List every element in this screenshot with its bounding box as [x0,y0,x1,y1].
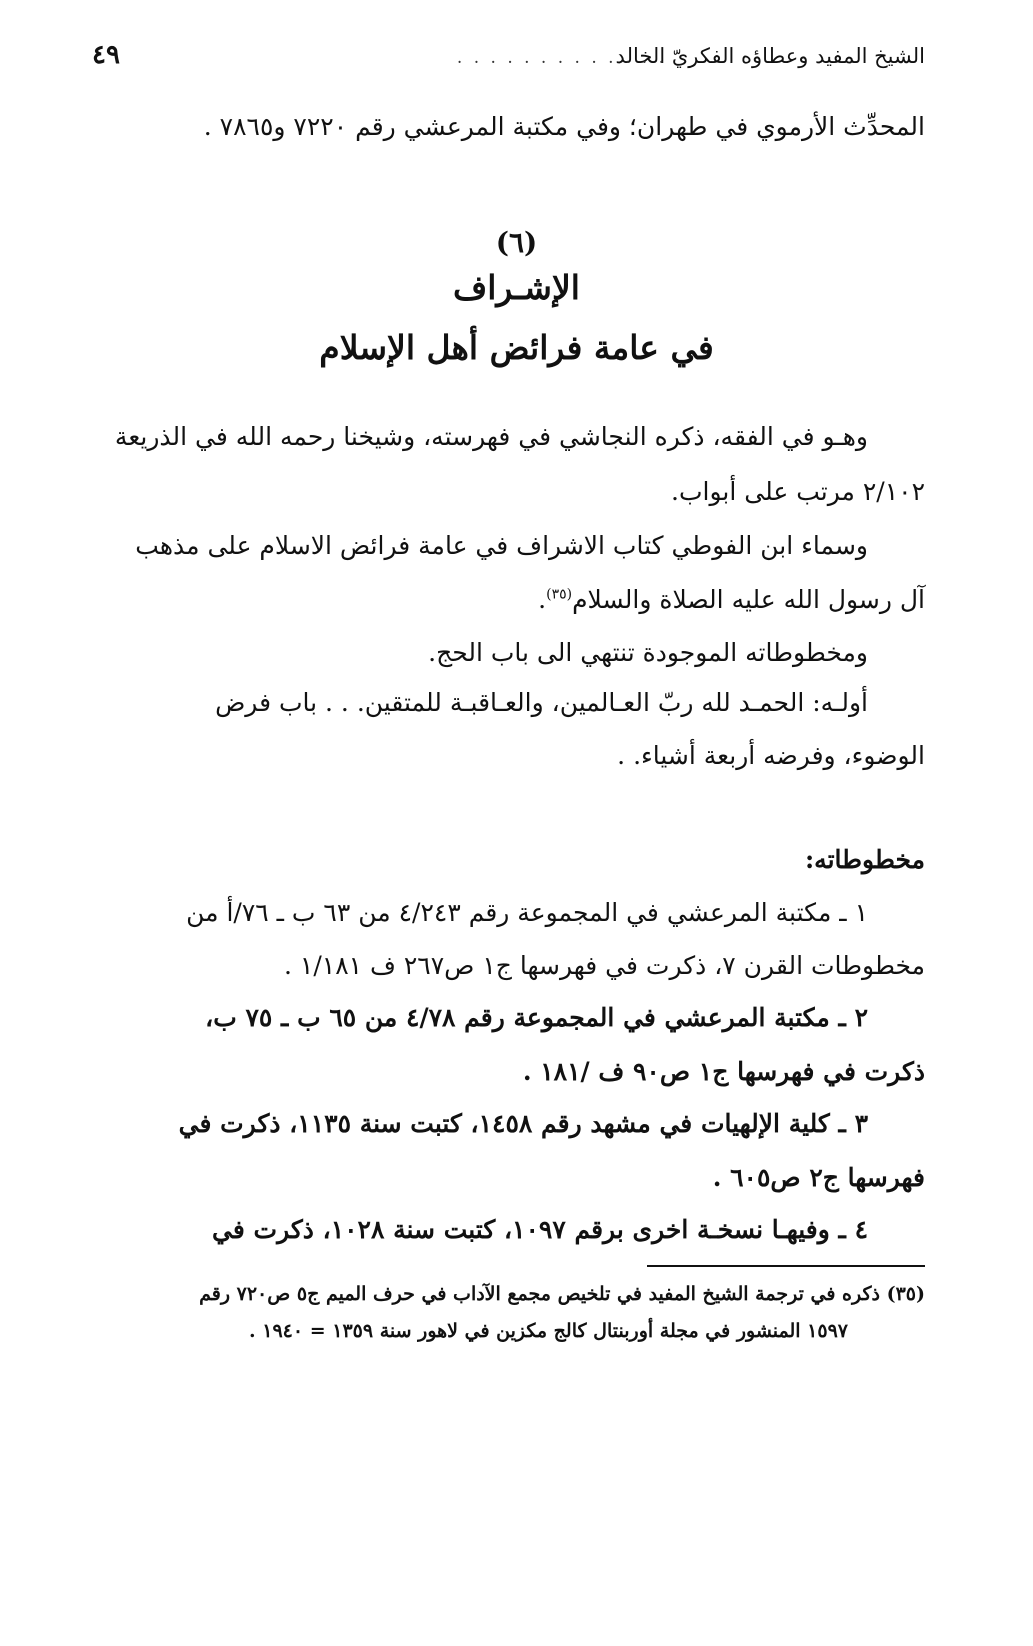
manuscript-line: ٢ ـ مكتبة المرعشي في المجموعة رقم ٤/٧٨ من ٦٥ ب ـ ٧٥ ب، [205,1003,868,1032]
full-stop: . [538,585,547,614]
section-title: الإشـراف [453,268,580,307]
section-subtitle: في عامة فرائض أهل الإسلام [319,328,714,367]
running-title: الشيخ المفيد وعطاؤه الفكريّ الخالد [615,44,925,68]
manuscript-line: مخطوطات القرن ٧، ذكرت في فهرسها ج١ ص٢٦٧ ف ١/١٨١ . [284,951,925,980]
intro-line: أولـه: الحمـد لله ربّ العـالمين، والعـاقبـة للمتقين. . . باب فرض [215,688,868,717]
footnote-line: ١٥٩٧ المنشور في مجلة أوربنتال كالج مكزين في لاهور سنة ١٣٥٩ = ١٩٤٠ . [249,1320,848,1342]
manuscript-line: فهرسها ج٢ ص٦٠٥ . [712,1163,925,1192]
intro-line: وسماء ابن الفوطي كتاب الاشراف في عامة فرائض الاسلام على مذهب [135,531,868,560]
page-header [92,40,925,80]
page-number: ٤٩ [92,40,120,70]
manuscripts-heading: مخطوطاته: [804,845,925,874]
intro-line-text: آل رسول الله عليه الصلاة والسلام [572,585,925,614]
intro-line: وهـو في الفقه، ذكره النجاشي في فهرسته، وشيخنا رحمه الله في الذريعة [114,422,868,451]
manuscript-line: ١ ـ مكتبة المرعشي في المجموعة رقم ٤/٢٤٣ من ٦٣ ب ـ ٧٦/أ من [186,898,868,927]
manuscript-line: ٤ ـ وفيهـا نسخـة اخرى برقم ١٠٩٧، كتبت سنة ١٠٢٨، ذكرت في [212,1215,868,1244]
footnote-line: (٣٥) ذكره في ترجمة الشيخ المفيد في تلخيص مجمع الآداب في حرف الميم ج٥ ص٧٢٠ رقم [199,1283,925,1305]
manuscript-line: ٣ ـ كلية الإلهيات في مشهد رقم ١٤٥٨، كتبت سنة ١١٣٥، ذكرت في [178,1109,868,1138]
footnote-divider [647,1265,925,1267]
intro-line: الوضوء، وفرضه أربعة أشياء. . [617,741,925,770]
manuscript-line: ذكرت في فهرسها ج١ ص٩٠ ف /١٨١ . [522,1057,925,1086]
section-number: (٦) [495,226,538,259]
continued-paragraph-line: المحدِّث الأرموي في طهران؛ وفي مكتبة المرعشي رقم ٧٢٢٠ و٧٨٦٥ . [203,112,925,141]
intro-line-with-footnote-ref [538,585,925,615]
footnote-reference: (٣٥) [546,586,573,603]
intro-line: ٢/١٠٢ مرتب على أبواب. [671,477,925,506]
header-leader-dots: . . . . . . . . . . . . . [456,48,667,68]
intro-line: ومخطوطاته الموجودة تنتهي الى باب الحج. [428,638,868,667]
